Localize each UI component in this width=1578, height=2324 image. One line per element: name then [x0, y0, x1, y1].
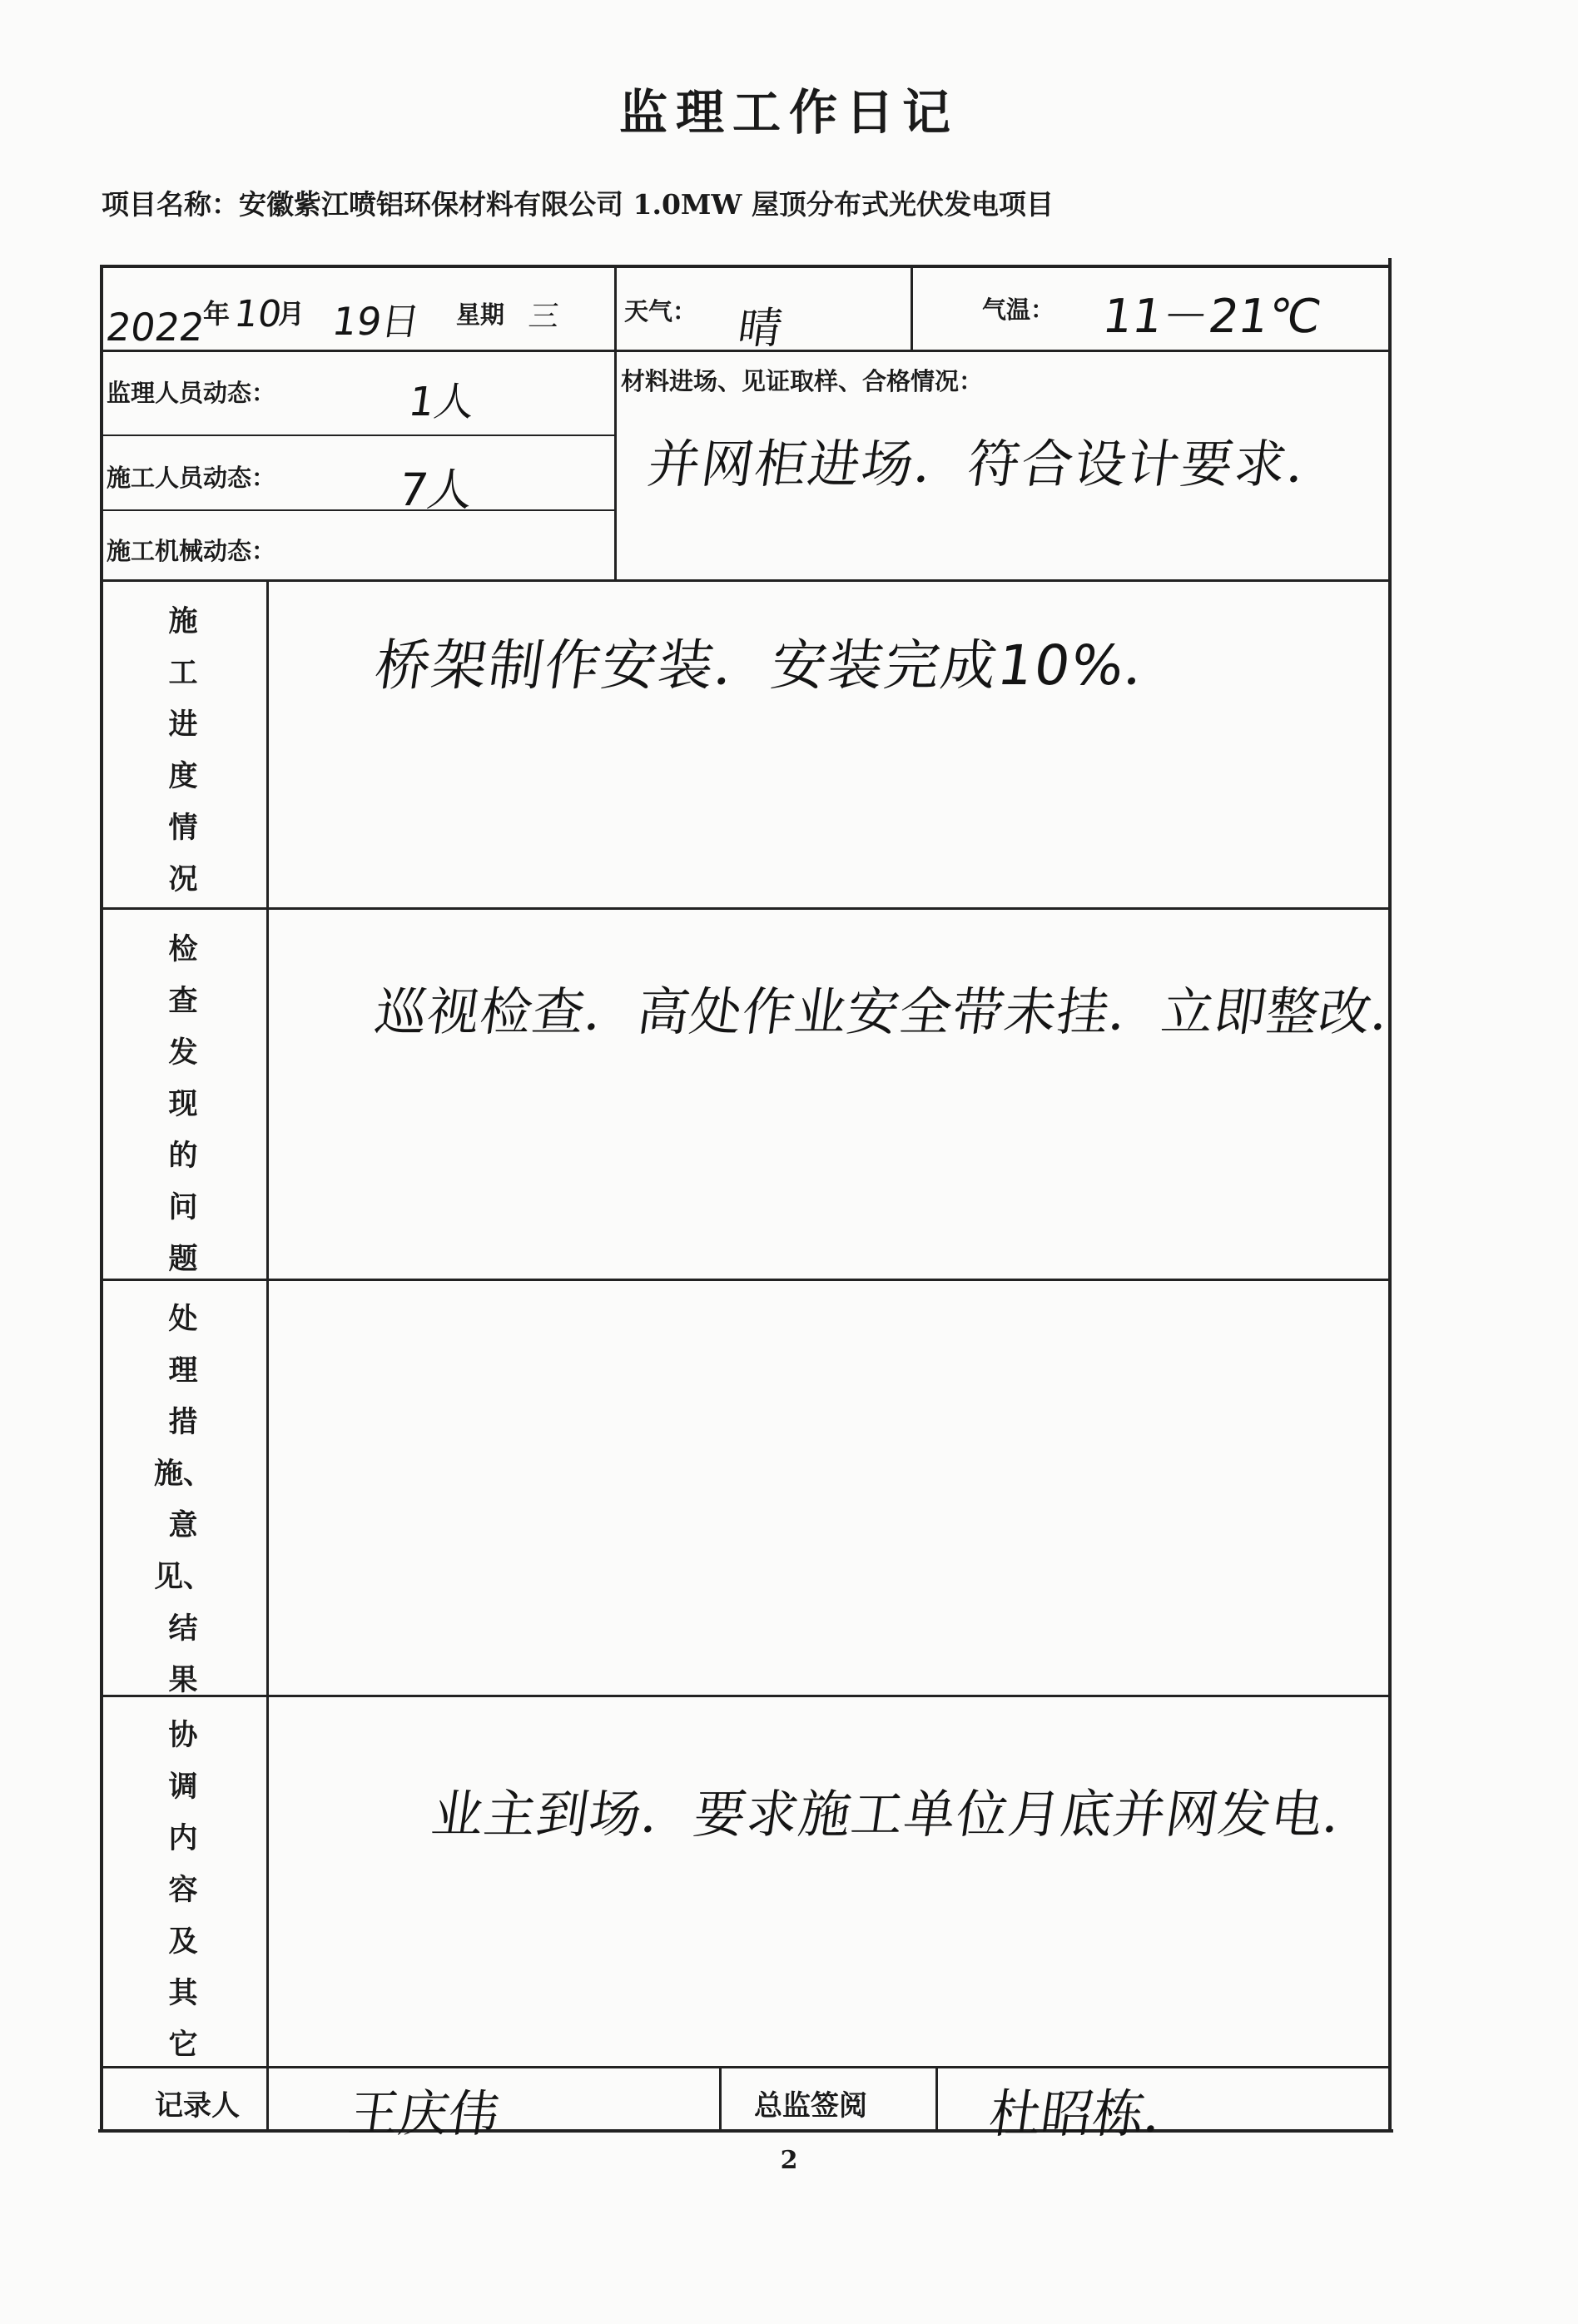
column-divider: [911, 265, 913, 351]
row-divider: [100, 907, 1392, 910]
director-signature: 杜昭栋．: [985, 2083, 1201, 2144]
machinery-label: 施工机械动态：: [107, 537, 276, 565]
materials-value: 并网柜进场．符合设计要求．: [644, 434, 1346, 494]
date-year-char: 年: [203, 298, 231, 330]
row-divider: [100, 1695, 1392, 1697]
construction-staff-label: 施工人员动态：: [107, 464, 276, 492]
table-border-bottom: [98, 2129, 1393, 2133]
section-label-coordination: 协 调 内 容 及 其 它: [168, 1719, 198, 2062]
date-year: 2022: [103, 305, 207, 350]
supervisor-label: 监理人员动态：: [107, 379, 276, 407]
table-border-right: [1388, 258, 1392, 2133]
recorder-signature: 王庆伟: [345, 2085, 504, 2143]
recorder-label: 记录人: [155, 2089, 240, 2123]
label-column-divider: [266, 581, 269, 2131]
section-label-issues: 检 查 发 现 的 问 题: [168, 933, 198, 1276]
date-month: 10: [231, 293, 285, 335]
row-divider: [100, 2066, 1392, 2068]
director-label: 总监签阅: [754, 2089, 867, 2123]
row-divider: [100, 1279, 1392, 1281]
materials-label: 材料进场、见证取样、合格情况：: [621, 367, 984, 395]
column-divider: [935, 2068, 938, 2131]
table-border-top: [100, 265, 1392, 268]
section-label-measures: 处 理 措 施、 意 见、 结 果: [153, 1303, 212, 1697]
section-content-coordination: 业主到场．要求施工单位月底并网发电．: [428, 1784, 1381, 1845]
temperature-value: 11－21℃: [1099, 290, 1325, 344]
temperature-label: 气温：: [982, 295, 1055, 324]
date-month-char: 月: [278, 298, 305, 330]
date-day: 19日: [329, 299, 423, 344]
document-title: 监理工作日记: [618, 84, 959, 141]
row-divider: [100, 509, 614, 511]
column-divider: [719, 2068, 722, 2131]
section-content-progress: 桥架制作安装．安装完成10%．: [370, 633, 1187, 698]
weather-label: 天气：: [624, 297, 697, 325]
row-divider: [100, 435, 614, 436]
row-divider: [100, 579, 1392, 582]
column-divider: [614, 265, 617, 581]
supervisor-value: 1人: [405, 379, 478, 425]
weekday-value: 三: [526, 300, 562, 334]
page-number: 2: [780, 2146, 798, 2175]
section-label-progress: 施 工 进 度 情 况: [168, 605, 198, 896]
section-content-issues: 巡视检查．高处作业安全带未挂．立即整改．: [371, 981, 1429, 1042]
construction-staff-value: 7人: [395, 464, 477, 516]
weather-value: 晴: [735, 304, 786, 354]
project-name: 项目名称：安徽紫江喷铝环保材料有限公司 1.0MW 屋顶分布式光伏发电项目: [102, 188, 1054, 221]
weekday-label: 星期: [456, 300, 505, 329]
